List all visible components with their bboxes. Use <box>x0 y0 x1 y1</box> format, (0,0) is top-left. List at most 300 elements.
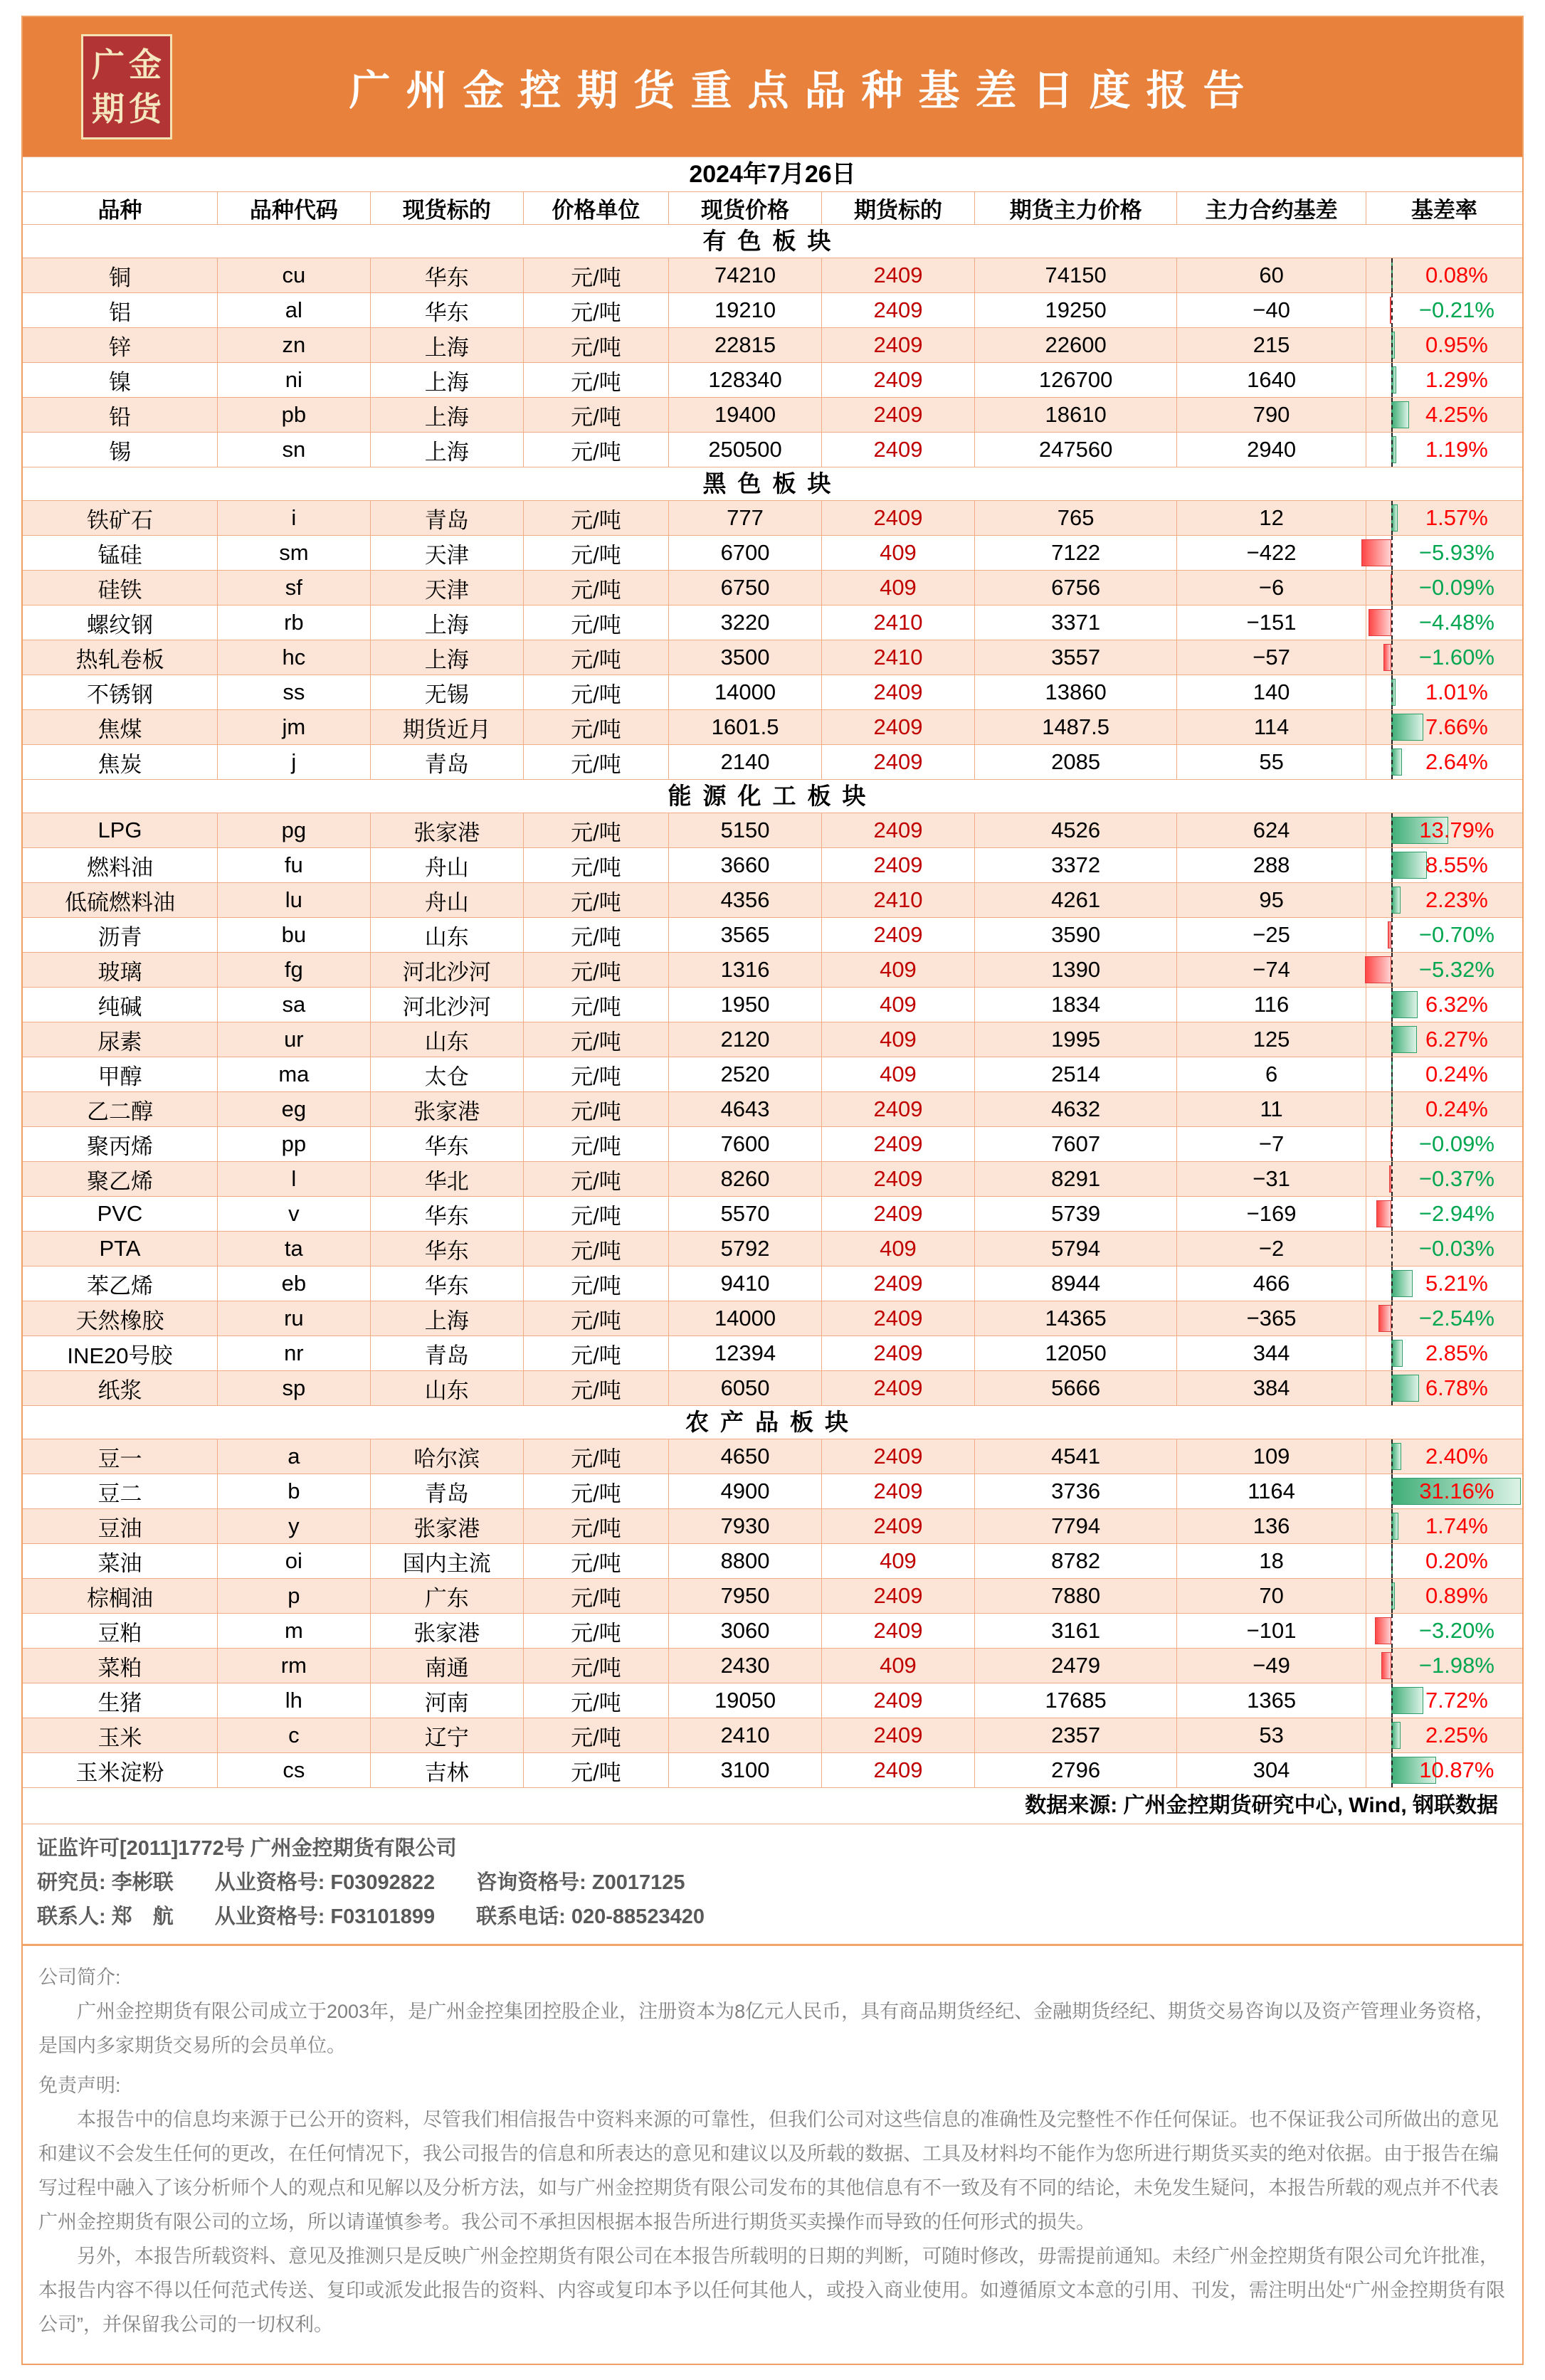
cell-variety: 天然橡胶 <box>23 1301 218 1336</box>
cell-futures-contract: 409 <box>822 1232 975 1266</box>
column-header-unit: 价格单位 <box>524 192 669 225</box>
cell-unit: 元/吨 <box>524 1232 669 1266</box>
cell-unit: 元/吨 <box>524 1614 669 1649</box>
cell-unit: 元/吨 <box>524 328 669 363</box>
cell-code: ru <box>218 1301 371 1336</box>
cell-spot-price: 4643 <box>669 1092 822 1127</box>
cell-code: b <box>218 1474 371 1509</box>
cell-basis-rate <box>1366 640 1522 675</box>
cell-spot-price: 6750 <box>669 571 822 605</box>
cell-basis-rate <box>1366 953 1522 988</box>
cell-spot-price: 1316 <box>669 953 822 988</box>
cell-unit: 元/吨 <box>524 536 669 571</box>
cell-spot-target: 舟山 <box>371 848 524 883</box>
cell-futures-price: 1487.5 <box>975 710 1177 745</box>
cell-code: pg <box>218 813 371 848</box>
table-row <box>23 1266 1522 1301</box>
section-header: 农产品板块 <box>23 1406 1522 1439</box>
table-row <box>23 501 1522 536</box>
cell-spot-target: 华东 <box>371 1197 524 1232</box>
cell-unit: 元/吨 <box>524 258 669 293</box>
cell-basis: 1365 <box>1177 1683 1366 1718</box>
basis-rate-bar <box>1381 1652 1391 1679</box>
cell-basis: −57 <box>1177 640 1366 675</box>
cell-basis: 1640 <box>1177 363 1366 398</box>
table-row <box>23 848 1522 883</box>
cell-code: zn <box>218 328 371 363</box>
cell-variety: 玉米 <box>23 1718 218 1753</box>
cell-spot-target: 青岛 <box>371 501 524 536</box>
cell-basis-rate <box>1366 501 1522 536</box>
cell-basis-rate <box>1366 1683 1522 1718</box>
table-row <box>23 1232 1522 1266</box>
cell-basis-rate <box>1366 363 1522 398</box>
cell-basis-rate <box>1366 675 1522 710</box>
basis-rate-value: 0.95% <box>1425 332 1488 357</box>
cell-futures-price: 5794 <box>975 1232 1177 1266</box>
cell-variety: 锌 <box>23 328 218 363</box>
basis-rate-value: 1.57% <box>1425 505 1488 530</box>
basis-table <box>23 157 1522 1824</box>
cell-unit: 元/吨 <box>524 1197 669 1232</box>
table-row <box>23 1197 1522 1232</box>
basis-rate-bar <box>1375 1617 1391 1644</box>
cell-code: m <box>218 1614 371 1649</box>
cell-spot-price: 14000 <box>669 1301 822 1336</box>
basis-rate-value: 7.72% <box>1425 1688 1488 1713</box>
cell-code: c <box>218 1718 371 1753</box>
cell-variety: 玻璃 <box>23 953 218 988</box>
cell-spot-target: 上海 <box>371 1301 524 1336</box>
cell-unit: 元/吨 <box>524 640 669 675</box>
cell-variety: 甲醇 <box>23 1057 218 1092</box>
table-row <box>23 1162 1522 1197</box>
table-row <box>23 258 1522 293</box>
table-row <box>23 1057 1522 1092</box>
basis-rate-bar <box>1378 1305 1391 1332</box>
cell-spot-price: 6050 <box>669 1371 822 1406</box>
basis-rate-value: 2.25% <box>1425 1723 1488 1747</box>
cell-unit: 元/吨 <box>524 745 669 780</box>
cell-code: sm <box>218 536 371 571</box>
basis-rate-bar <box>1376 1200 1391 1227</box>
cell-futures-contract: 2409 <box>822 848 975 883</box>
table-header-row <box>23 192 1522 225</box>
cell-basis-rate <box>1366 1753 1522 1788</box>
cell-unit: 元/吨 <box>524 1474 669 1509</box>
cell-basis: 624 <box>1177 813 1366 848</box>
cell-futures-price: 18610 <box>975 398 1177 433</box>
cell-basis-rate <box>1366 848 1522 883</box>
cell-basis-rate <box>1366 1371 1522 1406</box>
cell-futures-contract: 2409 <box>822 1127 975 1162</box>
cell-futures-price: 4632 <box>975 1092 1177 1127</box>
section-header: 有色板块 <box>23 225 1522 258</box>
cell-unit: 元/吨 <box>524 1022 669 1057</box>
cell-spot-target: 上海 <box>371 433 524 467</box>
table-row <box>23 328 1522 363</box>
cell-spot-price: 3660 <box>669 848 822 883</box>
cell-basis-rate <box>1366 1336 1522 1371</box>
cell-spot-target: 华东 <box>371 1127 524 1162</box>
data-source: 数据来源: 广州金控期货研究中心, Wind, 钢联数据 <box>23 1788 1522 1824</box>
cell-basis: −25 <box>1177 918 1366 953</box>
cell-unit: 元/吨 <box>524 605 669 640</box>
cell-basis: 140 <box>1177 675 1366 710</box>
basis-rate-bar <box>1361 539 1391 566</box>
cell-basis: −365 <box>1177 1301 1366 1336</box>
cell-variety: PTA <box>23 1232 218 1266</box>
cell-basis-rate <box>1366 1266 1522 1301</box>
basis-rate-value: 1.01% <box>1425 679 1488 704</box>
basis-rate-value: 2.64% <box>1425 749 1488 774</box>
basis-rate-value: 6.27% <box>1425 1027 1488 1052</box>
cell-variety: 焦炭 <box>23 745 218 780</box>
cell-code: l <box>218 1162 371 1197</box>
cell-variety: 豆一 <box>23 1439 218 1474</box>
cell-spot-target: 南通 <box>371 1649 524 1683</box>
table-row <box>23 1336 1522 1371</box>
basis-rate-value: −2.54% <box>1418 1306 1494 1331</box>
cell-futures-contract: 2410 <box>822 605 975 640</box>
cell-futures-price: 74150 <box>975 258 1177 293</box>
table-row <box>23 883 1522 918</box>
cell-variety: 镍 <box>23 363 218 398</box>
cell-basis: 344 <box>1177 1336 1366 1371</box>
cell-unit: 元/吨 <box>524 1266 669 1301</box>
table-row <box>23 1092 1522 1127</box>
cell-basis: 70 <box>1177 1579 1366 1614</box>
basis-rate-value: 1.19% <box>1425 437 1488 462</box>
cell-basis: −422 <box>1177 536 1366 571</box>
cell-spot-price: 19210 <box>669 293 822 328</box>
cell-spot-price: 8260 <box>669 1162 822 1197</box>
cell-unit: 元/吨 <box>524 710 669 745</box>
cell-basis: 11 <box>1177 1092 1366 1127</box>
cell-spot-target: 青岛 <box>371 1336 524 1371</box>
cell-code: lh <box>218 1683 371 1718</box>
disclaimer-label: 免责声明: <box>38 2075 121 2097</box>
cell-variety: 沥青 <box>23 918 218 953</box>
license-line: 证监许可[2011]1772号 广州金控期货有限公司 <box>37 1837 457 1860</box>
cell-variety: 铅 <box>23 398 218 433</box>
cell-basis: 116 <box>1177 988 1366 1022</box>
cell-basis: −151 <box>1177 605 1366 640</box>
cell-basis: 109 <box>1177 1439 1366 1474</box>
cell-basis-rate <box>1366 1197 1522 1232</box>
cell-futures-price: 12050 <box>975 1336 1177 1371</box>
cell-basis-rate <box>1366 258 1522 293</box>
cell-variety: 螺纹钢 <box>23 605 218 640</box>
table-row <box>23 675 1522 710</box>
cell-spot-price: 5792 <box>669 1232 822 1266</box>
cell-basis: 125 <box>1177 1022 1366 1057</box>
cell-futures-contract: 2409 <box>822 1336 975 1371</box>
cell-variety: 苯乙烯 <box>23 1266 218 1301</box>
cell-futures-contract: 2409 <box>822 675 975 710</box>
cell-futures-contract: 409 <box>822 536 975 571</box>
cell-code: fu <box>218 848 371 883</box>
basis-rate-value: 5.21% <box>1425 1271 1488 1296</box>
basis-rate-value: −1.60% <box>1418 645 1494 670</box>
table-row <box>23 953 1522 988</box>
basis-rate-value: −0.21% <box>1418 297 1494 322</box>
cell-basis: 304 <box>1177 1753 1366 1788</box>
cell-code: pp <box>218 1127 371 1162</box>
table-row <box>23 1022 1522 1057</box>
cell-spot-target: 舟山 <box>371 883 524 918</box>
cell-basis-rate <box>1366 1718 1522 1753</box>
cell-unit: 元/吨 <box>524 1753 669 1788</box>
cell-spot-price: 22815 <box>669 328 822 363</box>
cell-spot-price: 3100 <box>669 1753 822 1788</box>
cell-futures-price: 7122 <box>975 536 1177 571</box>
cell-spot-target: 吉林 <box>371 1753 524 1788</box>
basis-rate-value: 8.55% <box>1425 852 1488 877</box>
table-row <box>23 433 1522 467</box>
cell-spot-target: 河北沙河 <box>371 953 524 988</box>
cell-basis-rate <box>1366 1127 1522 1162</box>
table-row <box>23 1579 1522 1614</box>
cell-basis-rate <box>1366 813 1522 848</box>
cell-basis: 790 <box>1177 398 1366 433</box>
cell-basis: −40 <box>1177 293 1366 328</box>
cell-code: ni <box>218 363 371 398</box>
cell-futures-price: 4526 <box>975 813 1177 848</box>
cell-futures-contract: 2409 <box>822 1266 975 1301</box>
cell-variety: 豆油 <box>23 1509 218 1544</box>
cell-spot-price: 5150 <box>669 813 822 848</box>
cell-spot-price: 4356 <box>669 883 822 918</box>
company-logo <box>81 34 172 139</box>
cell-spot-price: 1950 <box>669 988 822 1022</box>
basis-rate-value: 6.32% <box>1425 992 1488 1017</box>
cell-spot-target: 哈尔滨 <box>371 1439 524 1474</box>
cell-futures-contract: 2409 <box>822 918 975 953</box>
cell-unit: 元/吨 <box>524 1336 669 1371</box>
column-header-variety: 品种 <box>23 192 218 225</box>
cell-variety: 菜油 <box>23 1544 218 1579</box>
cell-code: cs <box>218 1753 371 1788</box>
cell-spot-price: 3220 <box>669 605 822 640</box>
cell-basis-rate <box>1366 1474 1522 1509</box>
basis-rate-value: −5.32% <box>1418 957 1494 982</box>
cell-basis-rate <box>1366 1439 1522 1474</box>
cell-futures-contract: 2409 <box>822 1614 975 1649</box>
basis-rate-value: 0.08% <box>1425 263 1488 287</box>
cell-code: pb <box>218 398 371 433</box>
cell-futures-price: 3372 <box>975 848 1177 883</box>
cell-basis-rate <box>1366 1301 1522 1336</box>
basis-rate-bar <box>1369 609 1391 636</box>
cell-unit: 元/吨 <box>524 1092 669 1127</box>
cell-futures-contract: 2409 <box>822 745 975 780</box>
cell-code: sf <box>218 571 371 605</box>
cell-basis-rate <box>1366 1232 1522 1266</box>
cell-unit: 元/吨 <box>524 501 669 536</box>
report-title: 广州金控期货重点品种基差日度报告 <box>349 68 1260 114</box>
cell-spot-price: 2520 <box>669 1057 822 1092</box>
basis-rate-value: 2.23% <box>1425 887 1488 912</box>
cell-futures-contract: 2409 <box>822 710 975 745</box>
cell-basis: 60 <box>1177 258 1366 293</box>
cell-futures-price: 765 <box>975 501 1177 536</box>
cell-futures-price: 3371 <box>975 605 1177 640</box>
cell-futures-contract: 2409 <box>822 293 975 328</box>
cell-spot-price: 19050 <box>669 1683 822 1718</box>
cell-basis-rate <box>1366 883 1522 918</box>
basis-rate-value: 4.25% <box>1425 402 1488 427</box>
cell-futures-contract: 409 <box>822 1022 975 1057</box>
cell-basis: 55 <box>1177 745 1366 780</box>
cell-futures-price: 4261 <box>975 883 1177 918</box>
cell-variety: 热轧卷板 <box>23 640 218 675</box>
cell-basis: −74 <box>1177 953 1366 988</box>
cell-unit: 元/吨 <box>524 848 669 883</box>
section-header: 黑色板块 <box>23 467 1522 501</box>
cell-variety: 纯碱 <box>23 988 218 1022</box>
cell-futures-price: 19250 <box>975 293 1177 328</box>
cell-unit: 元/吨 <box>524 1127 669 1162</box>
report-date: 2024年7月26日 <box>23 157 1522 192</box>
cell-variety: 铝 <box>23 293 218 328</box>
table-row <box>23 1614 1522 1649</box>
cell-unit: 元/吨 <box>524 1718 669 1753</box>
cell-basis-rate <box>1366 710 1522 745</box>
cell-futures-contract: 2409 <box>822 1718 975 1753</box>
cell-basis: −169 <box>1177 1197 1366 1232</box>
cell-code: bu <box>218 918 371 953</box>
basis-rate-value: 0.24% <box>1425 1096 1488 1121</box>
cell-futures-contract: 2409 <box>822 258 975 293</box>
cell-code: nr <box>218 1336 371 1371</box>
cell-code: oi <box>218 1544 371 1579</box>
cell-variety: 不锈钢 <box>23 675 218 710</box>
cell-futures-price: 4541 <box>975 1439 1177 1474</box>
cell-unit: 元/吨 <box>524 1509 669 1544</box>
cell-futures-contract: 2409 <box>822 1162 975 1197</box>
cell-spot-target: 华东 <box>371 258 524 293</box>
cell-variety: 锡 <box>23 433 218 467</box>
cell-unit: 元/吨 <box>524 571 669 605</box>
table-row <box>23 710 1522 745</box>
column-header-code: 品种代码 <box>218 192 371 225</box>
cell-spot-target: 期货近月 <box>371 710 524 745</box>
cell-code: fg <box>218 953 371 988</box>
cell-basis: 114 <box>1177 710 1366 745</box>
cell-spot-price: 128340 <box>669 363 822 398</box>
cell-basis: −7 <box>1177 1127 1366 1162</box>
cell-futures-price: 13860 <box>975 675 1177 710</box>
cell-basis: 215 <box>1177 328 1366 363</box>
cell-futures-price: 3161 <box>975 1614 1177 1649</box>
cell-code: ta <box>218 1232 371 1266</box>
cell-basis: 384 <box>1177 1371 1366 1406</box>
cell-spot-price: 5570 <box>669 1197 822 1232</box>
table-row <box>23 1649 1522 1683</box>
cell-basis: 18 <box>1177 1544 1366 1579</box>
cell-futures-contract: 2409 <box>822 501 975 536</box>
cell-basis-rate <box>1366 1579 1522 1614</box>
basis-rate-value: −1.98% <box>1418 1653 1494 1678</box>
cell-spot-target: 张家港 <box>371 1092 524 1127</box>
cell-spot-target: 无锡 <box>371 675 524 710</box>
table-row <box>23 745 1522 780</box>
cell-code: lu <box>218 883 371 918</box>
cell-futures-price: 3736 <box>975 1474 1177 1509</box>
table-row <box>23 605 1522 640</box>
cell-futures-contract: 2409 <box>822 1439 975 1474</box>
table-row <box>23 640 1522 675</box>
cell-unit: 元/吨 <box>524 1057 669 1092</box>
cell-code: sn <box>218 433 371 467</box>
cell-spot-target: 太仓 <box>371 1057 524 1092</box>
table-row <box>23 1127 1522 1162</box>
cell-futures-price: 126700 <box>975 363 1177 398</box>
cell-futures-contract: 409 <box>822 1057 975 1092</box>
cell-variety: 豆二 <box>23 1474 218 1509</box>
cell-unit: 元/吨 <box>524 1439 669 1474</box>
cell-code: al <box>218 293 371 328</box>
cell-futures-contract: 2409 <box>822 1301 975 1336</box>
cell-spot-target: 山东 <box>371 1022 524 1057</box>
cell-code: a <box>218 1439 371 1474</box>
basis-rate-value: −5.93% <box>1418 540 1494 565</box>
cell-futures-contract: 2409 <box>822 1683 975 1718</box>
basis-rate-value: 10.87% <box>1419 1757 1494 1782</box>
cell-spot-price: 74210 <box>669 258 822 293</box>
cell-variety: 低硫燃料油 <box>23 883 218 918</box>
cell-code: eg <box>218 1092 371 1127</box>
cell-variety: 乙二醇 <box>23 1092 218 1127</box>
table-row <box>23 813 1522 848</box>
cell-code: ma <box>218 1057 371 1092</box>
cell-basis: −101 <box>1177 1614 1366 1649</box>
cell-variety: INE20号胶 <box>23 1336 218 1371</box>
basis-rate-value: −3.20% <box>1418 1618 1494 1643</box>
report-banner <box>23 17 1522 157</box>
cell-unit: 元/吨 <box>524 675 669 710</box>
basis-rate-value: 7.66% <box>1425 714 1488 739</box>
basis-rate-value: −0.70% <box>1418 922 1494 947</box>
cell-unit: 元/吨 <box>524 1649 669 1683</box>
legal-block <box>23 1946 1522 2364</box>
cell-futures-price: 2796 <box>975 1753 1177 1788</box>
cell-basis-rate <box>1366 1057 1522 1092</box>
cell-spot-target: 河南 <box>371 1683 524 1718</box>
cell-basis: −2 <box>1177 1232 1366 1266</box>
cell-variety: PVC <box>23 1197 218 1232</box>
cell-futures-price: 1995 <box>975 1022 1177 1057</box>
cell-basis-rate <box>1366 1509 1522 1544</box>
cell-spot-target: 上海 <box>371 605 524 640</box>
cell-basis-rate <box>1366 1544 1522 1579</box>
cell-spot-target: 辽宁 <box>371 1718 524 1753</box>
cell-unit: 元/吨 <box>524 988 669 1022</box>
company-intro-text: 广州金控期货有限公司成立于2003年，是广州金控集团控股企业，注册资本为8亿元人民币，具有商品期货经纪、金融期货经纪、期货交易咨询以及资产管理业务资格，是国内多家期货交易所的会员单位。 <box>38 2001 1495 2057</box>
basis-rate-value: −0.37% <box>1418 1166 1494 1191</box>
cell-unit: 元/吨 <box>524 363 669 398</box>
logo-text-bottom: 期货 <box>92 90 166 127</box>
column-header-spot-price: 现货价格 <box>669 192 822 225</box>
cell-spot-target: 张家港 <box>371 813 524 848</box>
cell-basis-rate <box>1366 571 1522 605</box>
cell-spot-price: 3565 <box>669 918 822 953</box>
column-header-futures-target: 期货标的 <box>822 192 975 225</box>
cell-futures-price: 1390 <box>975 953 1177 988</box>
cell-unit: 元/吨 <box>524 293 669 328</box>
cell-variety: 铁矿石 <box>23 501 218 536</box>
